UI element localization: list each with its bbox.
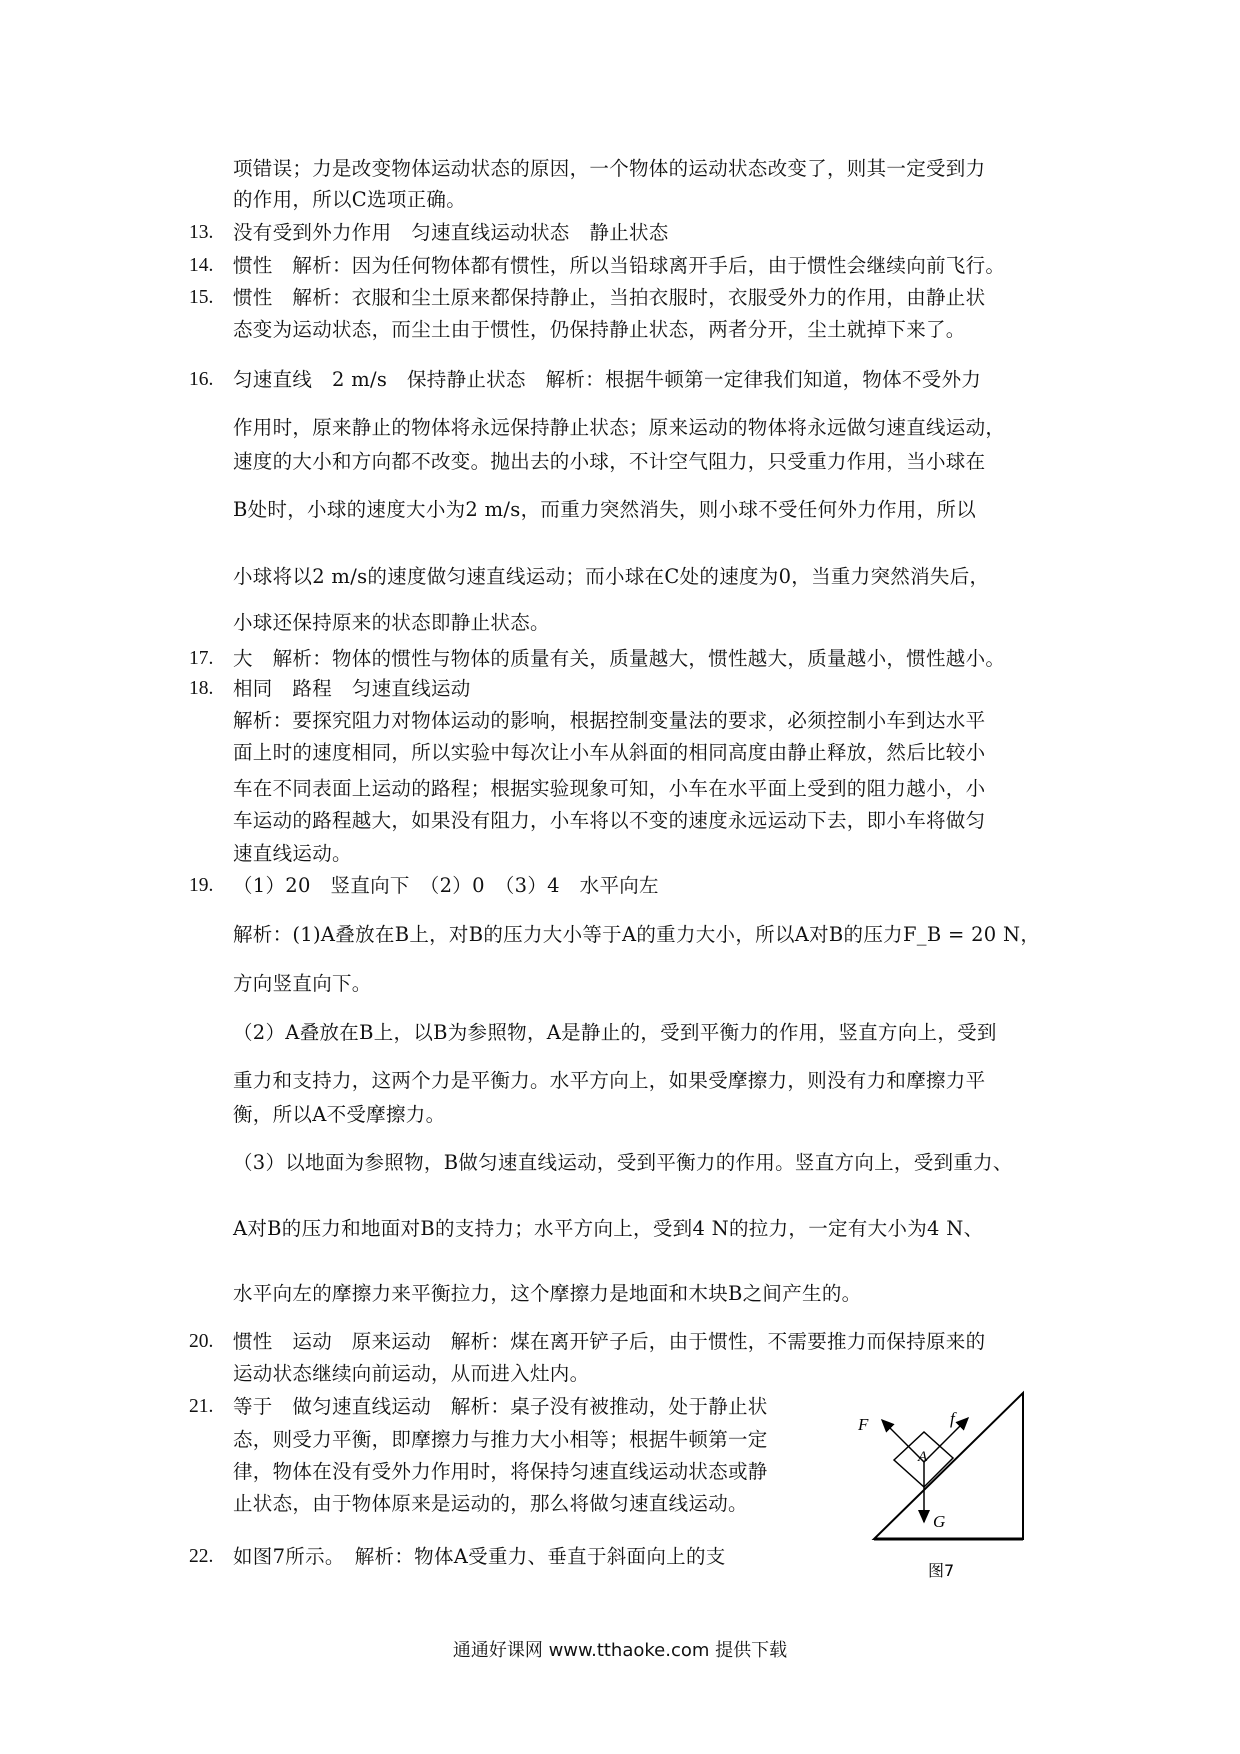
item-number: 14. xyxy=(189,255,214,276)
text-line: 等于 做匀速直线运动 解析：桌子没有被推动，处于静止状 xyxy=(233,1395,768,1418)
text-line: 运动状态继续向前运动，从而进入灶内。 xyxy=(233,1362,590,1385)
text-line: A对B的压力和地面对B的支持力；水平方向上，受到4 N的拉力，一定有大小为4 N、 xyxy=(233,1217,984,1240)
text-line: 态，则受力平衡，即摩擦力与推力大小相等；根据牛顿第一定 xyxy=(233,1428,768,1451)
text-line: 惯性 解析：因为任何物体都有惯性，所以当铅球离开手后，由于惯性会继续向前飞行。 xyxy=(233,254,1006,277)
item-number: 13. xyxy=(189,222,214,243)
text-line: 如图7所示。 解析：物体A受重力、垂直于斜面向上的支 xyxy=(233,1545,726,1568)
text-line: 相同 路程 匀速直线运动 xyxy=(233,677,471,700)
item-number: 20. xyxy=(189,1331,214,1352)
text-line: 重力和支持力，这两个力是平衡力。水平方向上，如果受摩擦力，则没有力和摩擦力平 xyxy=(233,1069,986,1092)
text-line: 作用时，原来静止的物体将永远保持静止状态；原来运动的物体将永远做匀速直线运动， xyxy=(233,416,1006,439)
text-line: 大 解析：物体的惯性与物体的质量有关，质量越大，惯性越大，质量越小，惯性越小。 xyxy=(233,647,1006,670)
text-line: 小球将以2 m/s的速度做匀速直线运动；而小球在C处的速度为0，当重力突然消失后， xyxy=(233,565,990,588)
text-line: 解析：(1)A叠放在B上，对B的压力大小等于A的重力大小，所以A对B的压力F_B = 20 N， xyxy=(233,923,1041,946)
incline-triangle xyxy=(874,1393,1023,1539)
text-line: 项错误；力是改变物体运动状态的原因，一个物体的运动状态改变了，则其一定受到力 xyxy=(233,157,986,180)
text-line: 解析：要探究阻力对物体运动的影响，根据控制变量法的要求，必须控制小车到达水平 xyxy=(233,709,986,732)
text-line: 惯性 运动 原来运动 解析：煤在离开铲子后，由于惯性，不需要推力而保持原来的 xyxy=(233,1330,986,1353)
item-number: 21. xyxy=(189,1396,214,1417)
item-number: 22. xyxy=(189,1546,214,1567)
figure-caption: 图7 xyxy=(928,1561,955,1580)
text-line: 律，物体在没有受外力作用时，将保持匀速直线运动状态或静 xyxy=(233,1460,768,1483)
label-g: G xyxy=(933,1512,946,1531)
text-line: 惯性 解析：衣服和尘土原来都保持静止，当拍衣服时，衣服受外力的作用，由静止状 xyxy=(233,286,986,309)
text-line: 没有受到外力作用 匀速直线运动状态 静止状态 xyxy=(233,221,669,244)
text-line: 止状态，由于物体原来是运动的，那么将做匀速直线运动。 xyxy=(233,1492,748,1515)
item-number: 15. xyxy=(189,287,214,308)
text-line: 态变为运动状态，而尘土由于惯性，仍保持静止状态，两者分开，尘土就掉下来了。 xyxy=(233,318,966,341)
label-f-friction: f xyxy=(950,1409,955,1428)
item-number: 18. xyxy=(189,678,214,699)
text-line: B处时，小球的速度大小为2 m/s，而重力突然消失，则小球不受任何外力作用，所以 xyxy=(233,498,977,521)
text-line: 匀速直线 2 m/s 保持静止状态 解析：根据牛顿第一定律我们知道，物体不受外力 xyxy=(233,368,982,391)
text-line: 车在不同表面上运动的路程；根据实验现象可知，小车在水平面上受到的阻力越小，小 xyxy=(233,777,986,800)
text-line: （1）20 竖直向下 （2）0 （3）4 水平向左 xyxy=(233,874,659,897)
text-line: 衡，所以A不受摩擦力。 xyxy=(233,1103,446,1126)
text-line: （2）A叠放在B上，以B为参照物，A是静止的，受到平衡力的作用，竖直方向上，受到 xyxy=(233,1021,997,1044)
label-f-push: F xyxy=(858,1415,869,1434)
text-line: 的作用，所以C选项正确。 xyxy=(233,188,467,211)
text-line: 水平向左的摩擦力来平衡拉力，这个摩擦力是地面和木块B之间产生的。 xyxy=(233,1282,862,1305)
text-line: 车运动的路程越大，如果没有阻力，小车将以不变的速度永远运动下去，即小车将做匀 xyxy=(233,809,986,832)
text-line: （3）以地面为参照物，B做匀速直线运动，受到平衡力的作用。竖直方向上，受到重力、 xyxy=(233,1151,1013,1174)
footer-source: 通通好课网 www.tthaoke.com 提供下载 xyxy=(452,1640,788,1661)
item-number: 16. xyxy=(189,369,214,390)
label-a: A xyxy=(918,1449,928,1465)
text-line: 面上时的速度相同，所以实验中每次让小车从斜面的相同高度由静止释放，然后比较小 xyxy=(233,741,986,764)
text-line: 小球还保持原来的状态即静止状态。 xyxy=(233,611,550,634)
item-number: 19. xyxy=(189,875,214,896)
text-line: 速直线运动。 xyxy=(233,842,352,865)
text-line: 方向竖直向下。 xyxy=(233,972,372,995)
text-line: 速度的大小和方向都不改变。抛出去的小球，不计空气阻力，只受重力作用，当小球在 xyxy=(233,450,986,473)
item-number: 17. xyxy=(189,648,214,669)
